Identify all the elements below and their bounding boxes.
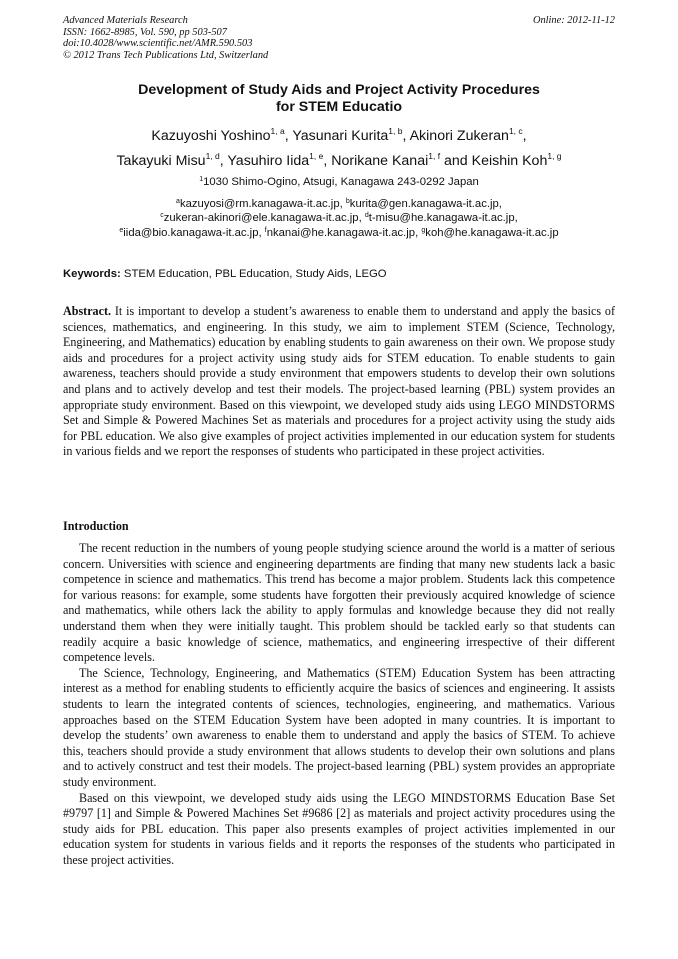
introduction-heading: Introduction xyxy=(63,519,129,533)
email-line-1 xyxy=(63,197,615,211)
email-separator: , xyxy=(258,226,265,239)
email-address: koh@he.kanagawa-it.ac.jp xyxy=(425,226,559,239)
affiliation xyxy=(63,175,615,189)
author-name: Yasunari Kurita xyxy=(292,128,389,144)
author-separator: , xyxy=(323,152,332,169)
author-separator: , xyxy=(284,128,293,144)
email-separator: , xyxy=(358,212,365,225)
email-line-3 xyxy=(63,226,615,240)
email-sup: e xyxy=(119,226,124,234)
email-sup: b xyxy=(345,198,350,205)
issn-line: ISSN: 1662-8985, Vol. 590, pp 503-507 xyxy=(63,26,227,38)
intro-paragraph: The Science, Technology, Engineering, and Mathematics (STEM) Education System has been attracting interest as a method for enabling students to efficiently acquire the basics of sciences and engineering. It assists students to learn the integrated contents of sciences, technologies, engineering, and mathematics. Various approaches based on the STEM Education System have been adopted in many countries. It is important to develop the students’ own awareness to enable them to understand and apply the basics of STEM. To achieve this, teachers should provide a study environment that allows students to develop their own solutions and plans and to actively construct and test their models. The project-based learning (PBL) system provides an appropriate study environment. xyxy=(63,665,615,789)
author-line-1 xyxy=(63,124,615,149)
author-name: Akinori Zukeran xyxy=(409,128,509,144)
intro-paragraph: The recent reduction in the numbers of young people studying science around the world is a matter of serious concern. Universities with science and engineering departments are finding that many new students lack a basic competence in science and mathematics. This trend has become a major problem. Students lack this competence for various reasons: for example, some students have forgotten their previously acquired knowledge of science and mathematics, while others lack the ability to apply formulas and knowledge because they did not really understand them when they were initially taught. This problem should be tackled early so that students can readily acquire a basic knowledge of science, mathematics, and engineering irrespective of their different competence levels. xyxy=(63,541,615,665)
author-name: Takayuki Misu xyxy=(116,152,206,169)
email-separator: , xyxy=(415,226,422,239)
author-affil-sup: 1, e xyxy=(309,150,324,161)
introduction-body xyxy=(63,541,615,868)
paper-title xyxy=(63,82,615,116)
journal-name: Advanced Materials Research xyxy=(63,15,188,26)
intro-paragraph: Based on this viewpoint, we developed study aids using the LEGO MINDSTORMS Education Base Set #9797 [1] and Simple & Powered Machines Set #9686 [2] as materials and project activity procedures using the study aids for PBL education. This paper also presents examples of project activities implemented in our education system for students in various fields and it reports the responses of the students who participated in these project activities. xyxy=(63,790,615,867)
author-name: Yasuhiro Iida xyxy=(227,152,310,169)
email-address: zukeran-akinori@ele.kanagawa-it.ac.jp xyxy=(163,212,359,225)
affiliation-address: 1030 Shimo-Ogino, Atsugi, Kanagawa 243-0292 Japan xyxy=(203,176,479,188)
author-list xyxy=(63,124,615,173)
title-line-1: Development of Study Aids and Project Activity Procedures xyxy=(138,82,540,98)
abstract xyxy=(63,304,615,460)
email-separator: , xyxy=(498,198,502,210)
email-sup: a xyxy=(176,198,180,205)
author-separator: , xyxy=(402,128,410,144)
author-line-2 xyxy=(63,149,615,174)
email-separator: , xyxy=(514,212,518,225)
title-line-2: for STEM Educatio xyxy=(275,99,403,115)
author-affil-sup: 1, b xyxy=(388,126,403,136)
email-sup: f xyxy=(264,226,267,234)
email-address: kazuyosi@rm.kanagawa-it.ac.jp xyxy=(179,198,340,210)
email-address: nkanai@he.kanagawa-it.ac.jp xyxy=(266,226,416,239)
author-separator: , xyxy=(219,152,228,169)
email-line-2 xyxy=(63,211,615,225)
email-sup: d xyxy=(364,212,369,220)
abstract-label: Abstract. xyxy=(63,304,112,318)
author-name: Keishin Koh xyxy=(471,152,548,169)
keywords-text: STEM Education, PBL Education, Study Aids, LEGO xyxy=(120,268,387,280)
email-address: t-misu@he.kanagawa-it.ac.jp xyxy=(368,212,515,225)
author-affil-sup: 1, g xyxy=(547,150,562,161)
email-sup: g xyxy=(421,226,426,234)
author-separator: and xyxy=(440,152,472,169)
email-address: iida@bio.kanagawa-it.ac.jp xyxy=(123,226,259,239)
author-affil-sup: 1, f xyxy=(428,150,441,161)
keywords xyxy=(63,267,615,281)
author-separator: , xyxy=(522,128,527,144)
author-name: Kazuyoshi Yoshino xyxy=(151,128,271,144)
affiliation-sup: 1 xyxy=(199,176,204,183)
keywords-label: Keywords: xyxy=(63,268,121,280)
author-name: Norikane Kanai xyxy=(331,152,429,169)
author-affil-sup: 1, c xyxy=(508,126,523,136)
email-address: kurita@gen.kanagawa-it.ac.jp xyxy=(349,198,499,210)
online-date: Online: 2012-11-12 xyxy=(532,15,615,26)
author-affil-sup: 1, a xyxy=(270,126,285,136)
doi-line: doi:10.4028/www.scientific.net/AMR.590.503 xyxy=(63,38,253,49)
email-separator: , xyxy=(339,198,346,210)
author-affil-sup: 1, d xyxy=(205,150,220,161)
email-sup: c xyxy=(160,212,164,220)
copyright-line: © 2012 Trans Tech Publications Ltd, Switzerland xyxy=(63,49,269,61)
journal-header xyxy=(63,15,615,61)
abstract-text: It is important to develop a student’s awareness to enable them to understand and apply the basics of sciences, mathematics, and engineering. In this study, we aim to implement STEM (Science, Technology, Engineering, and Mathematics) education by enabling students to gain awareness on their own. We propose study aids and procedures for a project activity using study aids for STEM education. To enable students to gain awareness, teachers should provide a study environment that empowers students to develop their own solutions and plans and to actively develop and test their models. The project-based learning (PBL) system provides an appropriate study environment. Based on this viewpoint, we developed study aids using LEGO MINDSTORMS Set and Simple & Powered Machines Set as materials and procedures for a project activity using the study aids for PBL education. We also give examples of project activities implemented in our education system for students in various fields and we report the responses of students who participated in these project activities. xyxy=(63,304,615,459)
email-list xyxy=(63,197,615,240)
